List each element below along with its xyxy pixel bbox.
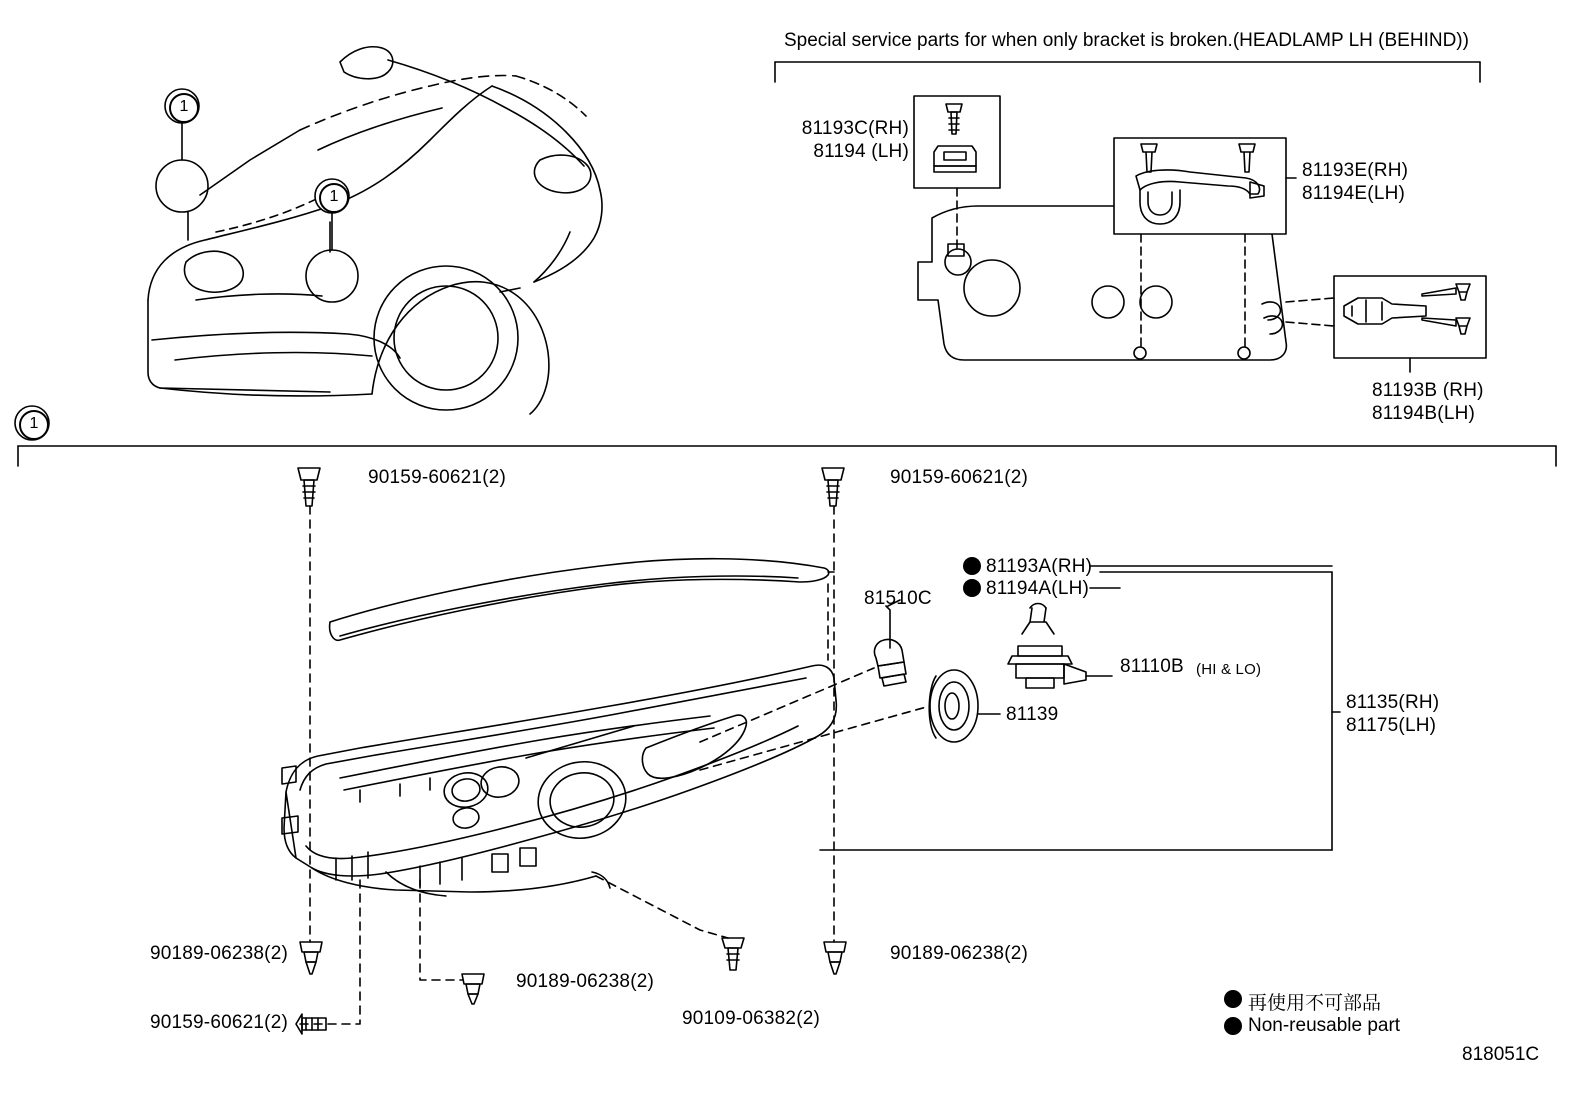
headlamp-assembly	[282, 559, 836, 896]
part-label-81193b: 81193B (RH)	[1372, 380, 1484, 401]
fastener-label-90189-06238-right: 90189-06238(2)	[890, 943, 1029, 964]
part-label-81193a: 81193A(RH)	[986, 556, 1093, 577]
screw-top-left	[298, 468, 320, 506]
part-box-81193c	[914, 96, 1000, 188]
part-label-81194e: 81194E(LH)	[1302, 183, 1406, 204]
legend-non-reusable-en: Non-reusable part	[1248, 1015, 1401, 1036]
vehicle-callout-1: 1	[169, 93, 199, 123]
part-label-81110b: 81110B	[1120, 656, 1184, 677]
fastener-label-90189-06238-mid: 90189-06238(2)	[516, 971, 655, 992]
vehicle-callout-2: 1	[319, 183, 349, 213]
clip-bottom-mid	[462, 974, 484, 1004]
part-label-81194a: 81194A(LH)	[986, 578, 1090, 599]
part-label-81194: 81194 (LH)	[813, 141, 909, 162]
bulb-81110b	[1008, 604, 1086, 689]
part-label-81135: 81135(RH)	[1346, 692, 1440, 713]
top-right-section-bracket	[775, 62, 1480, 82]
part-label-81194b: 81194B(LH)	[1372, 403, 1476, 424]
special-service-parts-title: Special service parts for when only bracket is broken.(HEADLAMP LH (BEHIND))	[784, 30, 1469, 51]
part-label-81110b-suffix: (HI & LO)	[1196, 661, 1262, 678]
main-section-bracket	[18, 446, 1556, 466]
fastener-label-90159-60621-top-left: 90159-60621(2)	[368, 467, 507, 488]
fastener-label-90159-60621-top-right: 90159-60621(2)	[890, 467, 1029, 488]
clip-bottom-left	[300, 942, 322, 974]
screw-top-right	[822, 468, 844, 506]
clip-bottom-right	[824, 942, 846, 974]
part-box-81193b	[1286, 276, 1486, 358]
part-label-81510c: 81510C	[864, 588, 932, 609]
part-label-81193c: 81193C(RH)	[801, 118, 909, 139]
diagram-code: 818051C	[1462, 1044, 1540, 1065]
fastener-label-90189-06238-left: 90189-06238(2)	[149, 943, 288, 964]
vehicle-illustration	[148, 47, 602, 414]
screw-bottom-mid	[722, 938, 744, 970]
part-box-81193e	[1114, 138, 1286, 234]
part-label-81175: 81175(LH)	[1346, 715, 1437, 736]
part-label-81139: 81139	[1006, 704, 1059, 725]
seal-81139	[929, 670, 978, 742]
part-label-81193e: 81193E(RH)	[1302, 160, 1409, 181]
legend-non-reusable-jp: 再使用不可部品	[1248, 993, 1382, 1014]
fastener-label-90109-06382: 90109-06382(2)	[682, 1008, 821, 1029]
fastener-label-90159-60621-bottom-left: 90159-60621(2)	[149, 1012, 288, 1033]
section-callout-1: 1	[19, 410, 49, 440]
